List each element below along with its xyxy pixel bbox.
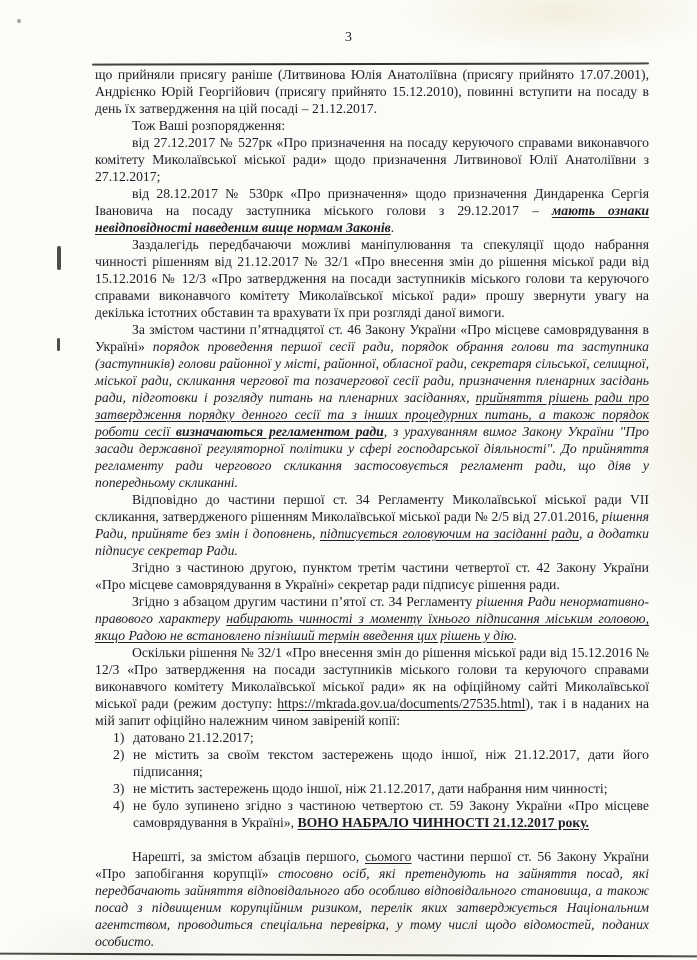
scan-artifact-speck: [57, 338, 60, 351]
text-run: що прийняли присягу раніше (Литвинова Юлія Анатоліївна (присягу прийнято 17.07.2001), Андрієнко Юрій Георгійович (присягу прийнято 15.12.2010), повинні вступити на посаду в день їх затвердження на цій посаді – 21.12.2017.: [95, 67, 649, 116]
list-marker: 1): [113, 730, 125, 745]
text-run: , а додатки підписує секретар Ради.: [95, 526, 649, 558]
text-run: стосовно осіб, які претендують на зайняття посад, які передбачають зайняття відповідального або особливо відповідального становища, а також посад з підвищеним корупційним ризиком, перелік яких затверджується Національним агентством, проводиться спеціальна перевірка, у тому числі щодо відомостей, поданих особисто.: [95, 866, 649, 949]
text-run: не містить застережень щодо іншої, ніж 21.12.2017, дати набрання ним чинності;: [133, 781, 608, 796]
list-marker: 4): [113, 798, 125, 813]
text-run: прийняття рішень ради про затвердження порядку денного сесії та з інших процедурних питань, а також порядок роботи сесії: [95, 390, 649, 439]
regulation-emphasis: визначаються регламентом ради: [175, 424, 384, 439]
text-run: датовано 21.12.2017;: [133, 730, 254, 745]
scan-artifact-speck: [17, 19, 21, 23]
text-run: .: [513, 628, 518, 643]
text-run: від 27.12.2017 № 527рк «Про призначення на посаду керуючого справами виконавчого комітету Миколаївської міської ради» щодо призначення Литвинової Юлії Анатоліївни з 27.12.2017;: [95, 135, 649, 184]
text-run: підписується головуючим на засіданні ради: [320, 526, 580, 541]
text-run: частини першої ст. 56 Закону України «Про запобігання корупції»: [95, 849, 649, 881]
text-run: Тож Ваші розпорядження:: [132, 118, 286, 133]
text-run: сьомого: [364, 849, 412, 864]
paragraph: [95, 644, 649, 729]
scan-artifact-speck: [57, 246, 61, 270]
text-run: ), так і в наданих на мій запит офіційно належним чином завіреній копії:: [95, 696, 650, 728]
document-url: https://mkrada.gov.ua/documents/27535.html: [277, 696, 526, 711]
paragraph: [95, 236, 649, 321]
text-run: порядок проведення першої сесії ради, порядок обрання голови та заступника (заступників) голови районної у місті, районної, обласної ради, секретаря сільської, селищної, міської ради, скликання чергової та позачергової сесії ради, призначення пленарних засідань ради, підготовки і розгляду питань на пленарних засіданнях,: [95, 339, 649, 405]
text-run: Оскільки рішення № 32/1 «Про внесення змін до рішення міської ради від 15.12.2016 № 12/3 «Про затвердження на посади заступників міського голови та керуючого справами виконавчого комітету Миколаївської міської ради» як на офіційному сайті Миколаївської міської ради (режим доступу:: [95, 645, 649, 711]
paragraph: [95, 848, 649, 950]
text-run: Згідно з абзацом другим частини п’ятої ст. 34 Регламенту: [132, 594, 477, 609]
text-run: Заздалегідь передбачаючи можливі маніпулювання та спекуляції щодо набрання чинності рішенням від 21.12.2017 № 32/1 «Про внесення змін до рішення міської ради від 15.12.2016 № 12/3 «Про затвердження на посади заступників міського голови та керуючого справами виконавчого комітету Миколаївської міської ради» прошу звернути увагу на декілька істотних обставин та врахувати їх при розгляді даної вимоги.: [95, 237, 649, 320]
paragraph: [95, 491, 649, 559]
text-run: Нарешті, за змістом абзаців першого,: [132, 849, 365, 864]
list-item: [95, 780, 649, 797]
paragraph: [95, 117, 649, 134]
noncompliance-emphasis: мають ознаки невідповідності наведеним вище нормам Законів: [95, 203, 649, 235]
document-body: [95, 66, 649, 950]
list-marker: 2): [113, 747, 125, 762]
paragraph: [95, 185, 649, 236]
paragraph: [95, 321, 649, 491]
paragraph: [95, 559, 649, 593]
text-run: рішення Ради ненормативно-правового характеру: [95, 594, 649, 626]
text-run: , з урахуванням вимог Закону України "Про засади державної регуляторної політики у сфері господарської діяльності". До прийняття регламенту ради чергового скликання застосовується регламент ради, що діяв у попередньому скликанні.: [95, 424, 649, 490]
text-run: набирають чинності з моменту їхнього підписання міським головою, якщо Радою не встановлено пізніший термін введення цих рішень у дію: [95, 611, 649, 643]
list-item: [95, 729, 649, 746]
text-run: Згідно з частиною другою, пунктом третім частини четвертої ст. 42 Закону України «Про місцеве самоврядування в Україні» секретар ради підписує рішення ради.: [95, 560, 649, 592]
text-run: Відповідно до частини першої ст. 34 Регламенту Миколаївської міської ради VII скликання, затвердженого рішенням Миколаївської міської ради № 2/5 від 27.01.2016,: [95, 492, 649, 524]
list-marker: 3): [113, 781, 125, 796]
text-run: від 28.12.2017 № 530рк «Про призначення» щодо призначення Диндаренка Сергія Івановича на посаду заступника міського голови з 29.12.2017 –: [95, 186, 649, 218]
page-number: 3: [345, 30, 352, 45]
text-run: рішення Ради, прийняте без змін і доповнень,: [95, 509, 649, 541]
list-item: [95, 746, 649, 780]
text-run: .: [390, 220, 395, 235]
paragraph: [95, 66, 649, 117]
scan-edge-line: [0, 953, 697, 958]
text-run: не містить за своїм текстом застережень щодо іншої, ніж 21.12.2017, дати його підписання;: [133, 747, 649, 779]
paragraph: [95, 134, 649, 185]
entered-into-force-emphasis: ВОНО НАБРАЛО ЧИННОСТІ 21.12.2017 року.: [297, 815, 589, 830]
list-item: [95, 797, 649, 831]
text-run: не було зупинено згідно з частиною четвертою ст. 59 Закону України «Про місцеве самоврядування в Україні»,: [133, 798, 649, 830]
text-run: За змістом частини п’ятнадцятої ст. 46 Закону України «Про місцеве самоврядування в Україні»: [95, 322, 649, 354]
paragraph: [95, 593, 649, 644]
